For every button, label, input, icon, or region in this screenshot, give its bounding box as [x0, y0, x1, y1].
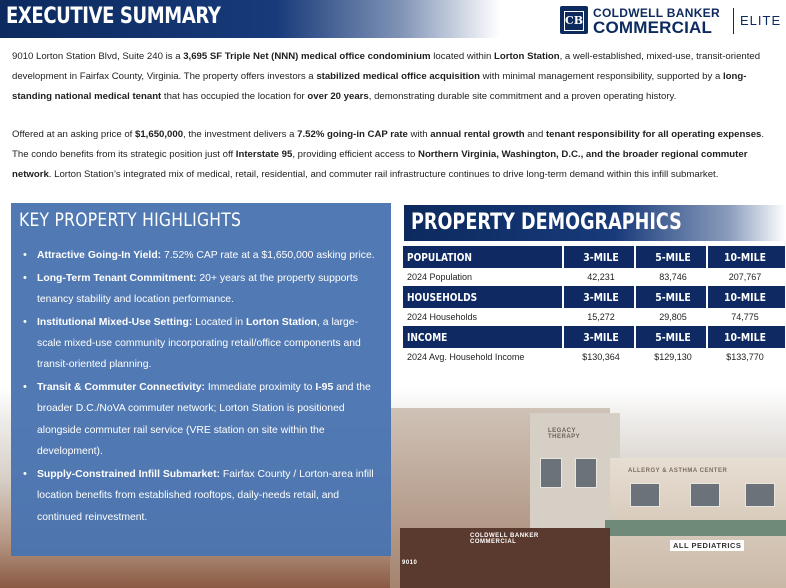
col-header: 5-MILE [655, 331, 691, 344]
sign-cbc: COLDWELL BANKER COMMERCIAL [470, 533, 539, 545]
logo-line3: ELITE [740, 13, 782, 28]
col-header: 5-MILE [655, 291, 691, 304]
logo-mark-text: CB [564, 11, 584, 31]
divider [706, 246, 708, 268]
demographics-title: PROPERTY DEMOGRAPHICS [411, 210, 682, 235]
section-label: POPULATION [407, 251, 472, 264]
highlights-list [21, 245, 381, 529]
highlight-item: • Long-Term Tenant Commitment: 20+ years at the property supports tenancy stability and location performance. [21, 268, 381, 311]
col-header: 3-MILE [583, 331, 619, 344]
value-10mile: 74,775 [731, 312, 759, 322]
value-5mile: 83,746 [659, 272, 687, 282]
sign-address: 9010 [402, 560, 418, 566]
value-10mile: 207,767 [728, 272, 762, 282]
sign-therapy: LEGACY THERAPY [548, 428, 581, 440]
divider [562, 246, 564, 268]
value-10mile: $133,770 [726, 352, 764, 362]
highlights-title: KEY PROPERTY HIGHLIGHTS [19, 209, 242, 231]
window [575, 458, 597, 488]
window [690, 483, 720, 507]
divider [634, 326, 636, 348]
divider [706, 326, 708, 348]
value-5mile: 29,805 [659, 312, 687, 322]
window [540, 458, 562, 488]
divider [634, 246, 636, 268]
value-3mile: 42,231 [587, 272, 615, 282]
logo-line2: COMMERCIAL [593, 18, 713, 37]
summary-paragraph-1: 9010 Lorton Station Blvd, Suite 240 is a 3,695 SF Triple Net (NNN) medical office condominium located within Lorton Station, a well-established, mixed-use, transit-oriented development in Fairfax County, Virginia. The property offers investors a stabilized medical office acquisition with minimal management responsibility, supported by a long-standing national medical tenant that has occupied the location for over 20 years, demonstrating durable site commitment and a proven operating history. [12, 51, 761, 102]
summary-paragraph-2: Offered at an asking price of $1,650,000, the investment delivers a 7.52% going-in CAP rate with annual rental growth and tenant responsibility for all operating expenses. The condo benefits from its strategic position just off Interstate 95, providing efficient access to Northern Virginia, Washington, D.C., and the broader regional commuter network. Lorton Station’s integrated mix of medical, retail, residential, and commuter rail infrastructure continues to drive long-term demand within this infill submarket. [12, 129, 765, 180]
row-label: 2024 Avg. Household Income [407, 352, 525, 362]
divider [562, 326, 564, 348]
logo-line1: COLDWELL BANKER [593, 6, 720, 20]
data-row-income [403, 348, 785, 366]
logo-divider [733, 8, 734, 34]
data-row-population [403, 268, 785, 286]
window [630, 483, 660, 507]
divider [706, 286, 708, 308]
row-label: 2024 Households [407, 312, 478, 322]
window [745, 483, 775, 507]
key-highlights-panel [11, 203, 391, 556]
col-header: 3-MILE [583, 291, 619, 304]
col-header: 5-MILE [655, 251, 691, 264]
page-title: EXECUTIVE SUMMARY [6, 4, 221, 29]
highlight-item: • Transit & Commuter Connectivity: Immediate proximity to I-95 and the broader D.C./NoVA commuter network; Lorton Station is positioned alongside commuter rail service (VRE station on site within the development). [21, 377, 381, 463]
section-label: INCOME [407, 331, 448, 344]
header [0, 0, 786, 38]
demographics-table [403, 246, 785, 366]
data-row-households [403, 308, 785, 326]
value-5mile: $129,130 [654, 352, 692, 362]
highlight-item: • Attractive Going-In Yield: 7.52% CAP rate at a $1,650,000 asking price. [21, 245, 381, 266]
col-header: 10-MILE [723, 251, 767, 264]
highlight-item: • Supply-Constrained Infill Submarket: Fairfax County / Lorton-area infill location benefits from established rooftops, daily-needs retail, and continued reinvestment. [21, 464, 381, 528]
section-header-population [403, 246, 785, 268]
value-3mile: 15,272 [587, 312, 615, 322]
divider [562, 286, 564, 308]
highlight-item: • Institutional Mixed-Use Setting: Located in Lorton Station, a large-scale mixed-use community incorporating retail/office components and transit-oriented planning. [21, 312, 381, 376]
sign-allergy: ALLERGY & ASTHMA CENTER [628, 468, 728, 474]
col-header: 10-MILE [723, 331, 767, 344]
section-header-households [403, 286, 785, 308]
divider [634, 286, 636, 308]
logo-mark-icon [560, 6, 588, 34]
header-bar [0, 0, 500, 38]
sign-pediatrics: ALL PEDIATRICS [670, 540, 744, 551]
section-label: HOUSEHOLDS [407, 291, 478, 304]
col-header: 10-MILE [723, 291, 767, 304]
coldwell-banker-logo [560, 6, 782, 36]
section-header-income [403, 326, 785, 348]
demographics-title-bar [404, 205, 786, 241]
col-header: 3-MILE [583, 251, 619, 264]
row-label: 2024 Population [407, 272, 473, 282]
awning [605, 520, 786, 536]
value-3mile: $130,364 [582, 352, 620, 362]
